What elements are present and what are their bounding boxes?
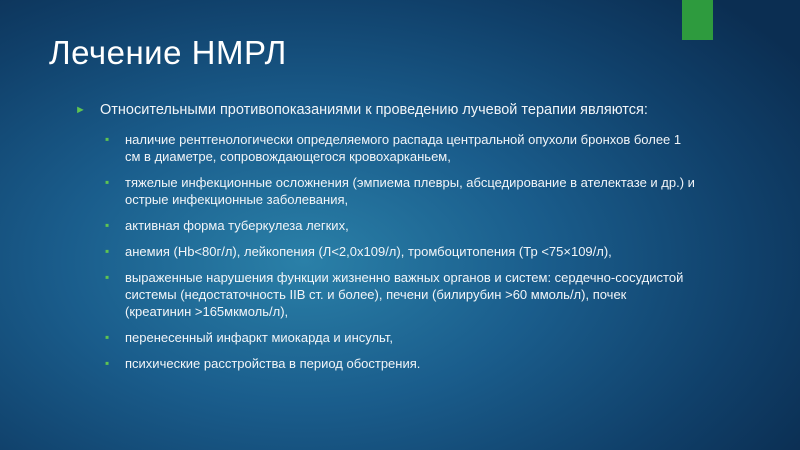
list-item [100, 243, 695, 260]
list-item [100, 329, 695, 346]
list-item-text: тяжелые инфекционные осложнения (эмпиема плевры, абсцедирование в ателектазе и др.) и острые инфекционные заболевания, [125, 175, 695, 207]
list-item-text: анемия (Hb<80г/л), лейкопения (Л<2,0x109/л), тромбоцитопения (Тр <75×109/л), [125, 244, 612, 259]
list-item [100, 131, 695, 165]
list-item [100, 269, 695, 320]
square-bullet-icon: ▪ [105, 330, 110, 344]
square-bullet-icon: ▪ [105, 356, 110, 370]
list-item-text: перенесенный инфаркт миокарда и инсульт, [125, 330, 393, 345]
list-item [100, 217, 695, 234]
square-bullet-icon: ▪ [105, 175, 110, 189]
list-item-text: наличие рентгенологически определяемого распада центральной опухоли бронхов более 1 см в диаметре, сопровождающегося кровохарканьем, [125, 132, 682, 164]
list-item-text: психические расстройства в период обострения. [125, 356, 421, 371]
lead-paragraph [75, 101, 695, 120]
contraindication-list [75, 131, 695, 372]
lead-text: Относительными противопоказаниями к проведению лучевой терапии являются: [100, 102, 648, 118]
accent-bar [682, 0, 713, 40]
list-item [100, 355, 695, 372]
arrowhead-bullet-icon: ► [75, 104, 86, 116]
square-bullet-icon: ▪ [105, 244, 110, 258]
slide-content [75, 101, 695, 381]
square-bullet-icon: ▪ [105, 270, 110, 284]
list-item [100, 174, 695, 208]
list-item-text: активная форма туберкулеза легких, [125, 218, 349, 233]
square-bullet-icon: ▪ [105, 132, 110, 146]
slide-title: Лечение НМРЛ [49, 34, 287, 71]
list-item-text: выраженные нарушения функции жизненно важных органов и систем: сердечно-сосудистой системы (недостаточность IIB ст. и более), печени (билирубин >60 ммоль/л), почек (креатинин >165мкмоль/л), [125, 270, 684, 319]
square-bullet-icon: ▪ [105, 218, 110, 232]
